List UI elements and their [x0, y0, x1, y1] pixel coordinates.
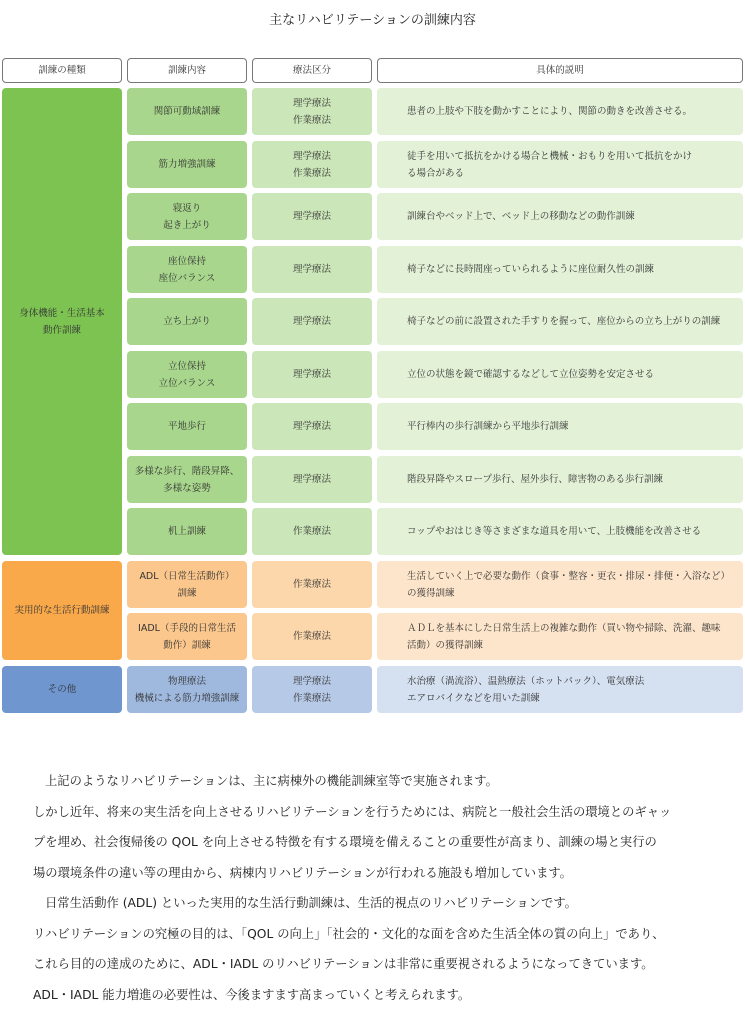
description-cell: 立位の状態を鏡で確認するなどして立位姿勢を安定させる [377, 351, 743, 398]
description-cell: 徒手を用いて抵抗をかける場合と機械・おもりを用いて抵抗をかけ る場合がある [377, 141, 743, 188]
description-cell: 椅子などの前に設置された手すりを握って、座位からの立ち上がりの訓練 [377, 298, 743, 345]
training-content-cell: 関節可動域訓練 [127, 88, 247, 135]
paragraph-line: これら目的の達成のために、ADL・IADL のリハビリテーションは非常に重要視されるようになってきています。 [33, 957, 654, 971]
paragraph-line: 上記のようなリハビリテーションは、主に病棟外の機能訓練室等で実施されます。 [45, 774, 498, 788]
header-training-content: 訓練内容 [127, 58, 247, 83]
page-title: 主なリハビリテーションの訓練内容 [269, 13, 476, 28]
training-content-cell: 立位保持 立位バランス [127, 351, 247, 398]
category-practical-living: 実用的な生活行動訓練 [2, 561, 122, 660]
paragraph-line: リハビリテーションの究極の目的は、「QOL の向上」「社会的・文化的な面を含めた生活全体の質の向上」であり、 [33, 926, 665, 941]
therapy-cell: 作業療法 [252, 613, 372, 660]
therapy-cell: 理学療法 [252, 403, 372, 450]
therapy-cell: 理学療法 [252, 193, 372, 240]
paragraph-line: 場の環境条件の違い等の理由から、病棟内リハビリテーションが行われる施設も増加しています。 [33, 865, 572, 880]
training-content-cell: IADL（手段的日常生活 動作）訓練 [127, 613, 247, 660]
description-cell: 生活していく上で必要な動作（食事・整容・更衣・排尿・排便・入浴など） の獲得訓練 [377, 561, 743, 608]
description-cell: ＡＤＬを基本にした日常生活上の複雑な動作（買い物や掃除、洗濯、趣味 活動）の獲得訓練 [377, 613, 743, 660]
therapy-cell: 理学療法 作業療法 [252, 88, 372, 135]
category-physical-function: 身体機能・生活基本 動作訓練 [2, 88, 122, 555]
paragraph-line: プを埋め、社会復帰後の QOL を向上させる特徴を有する環境を備えることの重要性が高まり、訓練の場と実行の [33, 835, 657, 849]
header-therapy-category: 療法区分 [252, 58, 372, 83]
paragraph-line: ADL・IADL 能力増進の必要性は、今後ますます高まっていくと考えられます。 [33, 987, 471, 1002]
header-training-type: 訓練の種類 [2, 58, 122, 83]
category-other: その他 [2, 666, 122, 713]
training-content-cell: 多様な歩行、階段昇降、 多様な姿勢 [127, 456, 247, 503]
description-cell: 椅子などに長時間座っていられるように座位耐久性の訓練 [377, 246, 743, 293]
paragraph-line: しかし近年、将来の実生活を向上させるリハビリテーションを行うためには、病院と一般社会生活の環境とのギャッ [33, 804, 672, 819]
training-content-cell: ADL（日常生活動作） 訓練 [127, 561, 247, 608]
therapy-cell: 理学療法 [252, 456, 372, 503]
therapy-cell: 理学療法 作業療法 [252, 141, 372, 188]
description-cell: 水治療（渦流浴）、温熱療法（ホットパック）、電気療法 エアロバイクなどを用いた訓練 [377, 666, 743, 713]
description-cell: 訓練台やベッド上で、ベッド上の移動などの動作訓練 [377, 193, 743, 240]
description-cell: コップやおはじき等さまざまな道具を用いて、上肢機能を改善させる [377, 508, 743, 555]
description-cell: 患者の上肢や下肢を動かすことにより、関節の動きを改善させる。 [377, 88, 743, 135]
explanation-text [0, 766, 745, 1010]
training-content-cell: 座位保持 座位バランス [127, 246, 247, 293]
description-cell: 階段昇降やスロープ歩行、屋外歩行、障害物のある歩行訓練 [377, 456, 743, 503]
header-description: 具体的説明 [377, 58, 743, 83]
training-content-cell: 筋力増強訓練 [127, 141, 247, 188]
training-content-cell: 寝返り 起き上がり [127, 193, 247, 240]
training-content-cell: 物理療法 機械による筋力増強訓練 [127, 666, 247, 713]
training-content-cell: 立ち上がり [127, 298, 247, 345]
therapy-cell: 作業療法 [252, 508, 372, 555]
description-cell: 平行棒内の歩行訓練から平地歩行訓練 [377, 403, 743, 450]
therapy-cell: 作業療法 [252, 561, 372, 608]
training-content-cell: 平地歩行 [127, 403, 247, 450]
therapy-cell: 理学療法 [252, 351, 372, 398]
therapy-cell: 理学療法 [252, 298, 372, 345]
therapy-cell: 理学療法 作業療法 [252, 666, 372, 713]
paragraph-line: 日常生活動作 (ADL) といった実用的な生活行動訓練は、生活的視点のリハビリテーションです。 [45, 896, 577, 910]
therapy-cell: 理学療法 [252, 246, 372, 293]
training-content-cell: 机上訓練 [127, 508, 247, 555]
